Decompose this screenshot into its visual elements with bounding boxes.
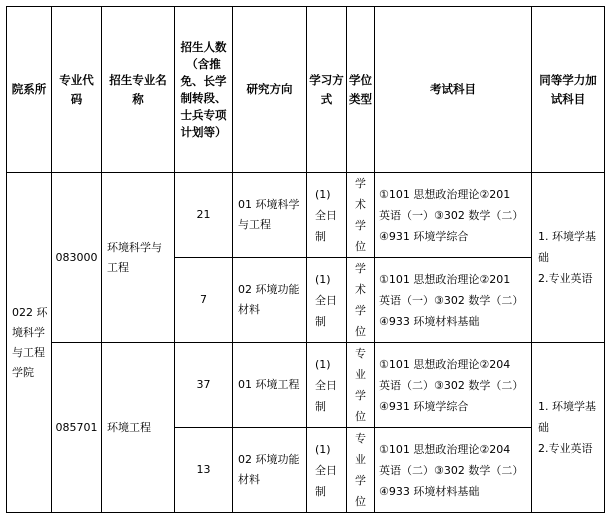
- header-direction: 研究方向: [233, 7, 307, 173]
- exam-subjects-cell: [375, 258, 532, 343]
- major-name-cell: 环境科学与工程: [102, 173, 175, 343]
- header-row: [7, 7, 605, 173]
- enrollment-cell: 37: [175, 343, 233, 428]
- enrollment-cell: 13: [175, 428, 233, 513]
- degree-type-cell: 学术学位: [347, 258, 375, 343]
- study-mode-cell: (1) 全日制: [307, 258, 347, 343]
- major-code-cell: 085701: [52, 343, 102, 513]
- admissions-table: [6, 6, 605, 513]
- header-college: 院系所: [7, 7, 52, 173]
- exam-line: ④931 环境学综合: [379, 399, 469, 413]
- exam-subjects-cell: [375, 343, 532, 428]
- exam-subjects-cell: [375, 428, 532, 513]
- extra-subjects-cell: [532, 343, 605, 513]
- header-degree-type: 学位类型: [347, 7, 375, 173]
- college-cell: 022 环境科学与工程学院: [7, 173, 52, 513]
- study-mode-cell: (1) 全日制: [307, 343, 347, 428]
- exam-subjects-cell: [375, 173, 532, 258]
- header-extra-subjects: 同等学力加试科目: [532, 7, 605, 173]
- exam-line: ④933 环境材料基础: [379, 314, 480, 328]
- exam-line: 英语（一）③302 数学（二）: [379, 208, 524, 222]
- header-major-code: 专业代码: [52, 7, 102, 173]
- table-row: [7, 343, 605, 428]
- major-code-cell: 083000: [52, 173, 102, 343]
- major-name-cell: 环境工程: [102, 343, 175, 513]
- study-mode-cell: (1) 全日制: [307, 173, 347, 258]
- enrollment-cell: 7: [175, 258, 233, 343]
- exam-line: ④933 环境材料基础: [379, 484, 480, 498]
- extra-subjects-cell: [532, 173, 605, 343]
- header-exam-subjects: 考试科目: [375, 7, 532, 173]
- direction-cell: 02 环境功能材料: [233, 258, 307, 343]
- study-mode-cell: (1) 全日制: [307, 428, 347, 513]
- degree-type-cell: 专业学位: [347, 428, 375, 513]
- exam-line: ④931 环境学综合: [379, 229, 469, 243]
- degree-type-cell: 学术学位: [347, 173, 375, 258]
- exam-line: ①101 思想政治理论②201: [379, 187, 511, 201]
- extra-subject-line: 2.专业英语: [538, 272, 593, 285]
- direction-cell: 01 环境工程: [233, 343, 307, 428]
- exam-line: ①101 思想政治理论②201: [379, 272, 511, 286]
- header-study-mode: 学习方式: [307, 7, 347, 173]
- direction-cell: 02 环境功能材料: [233, 428, 307, 513]
- header-major-name: 招生专业名称: [102, 7, 175, 173]
- header-enrollment: 招生人数（含推免、长学制转段、士兵专项计划等）: [175, 7, 233, 173]
- enrollment-cell: 21: [175, 173, 233, 258]
- exam-line: 英语（二）③302 数学（二）: [379, 463, 524, 477]
- exam-line: 英语（二）③302 数学（二）: [379, 378, 524, 392]
- table-row: [7, 173, 605, 258]
- degree-type-cell: 专业学位: [347, 343, 375, 428]
- exam-line: 英语（一）③302 数学（二）: [379, 293, 524, 307]
- direction-cell: 01 环境科学与工程: [233, 173, 307, 258]
- extra-subject-line: 1. 环境学基础: [538, 400, 596, 434]
- exam-line: ①101 思想政治理论②204: [379, 357, 511, 371]
- exam-line: ①101 思想政治理论②204: [379, 442, 511, 456]
- extra-subject-line: 1. 环境学基础: [538, 230, 596, 264]
- extra-subject-line: 2.专业英语: [538, 442, 593, 455]
